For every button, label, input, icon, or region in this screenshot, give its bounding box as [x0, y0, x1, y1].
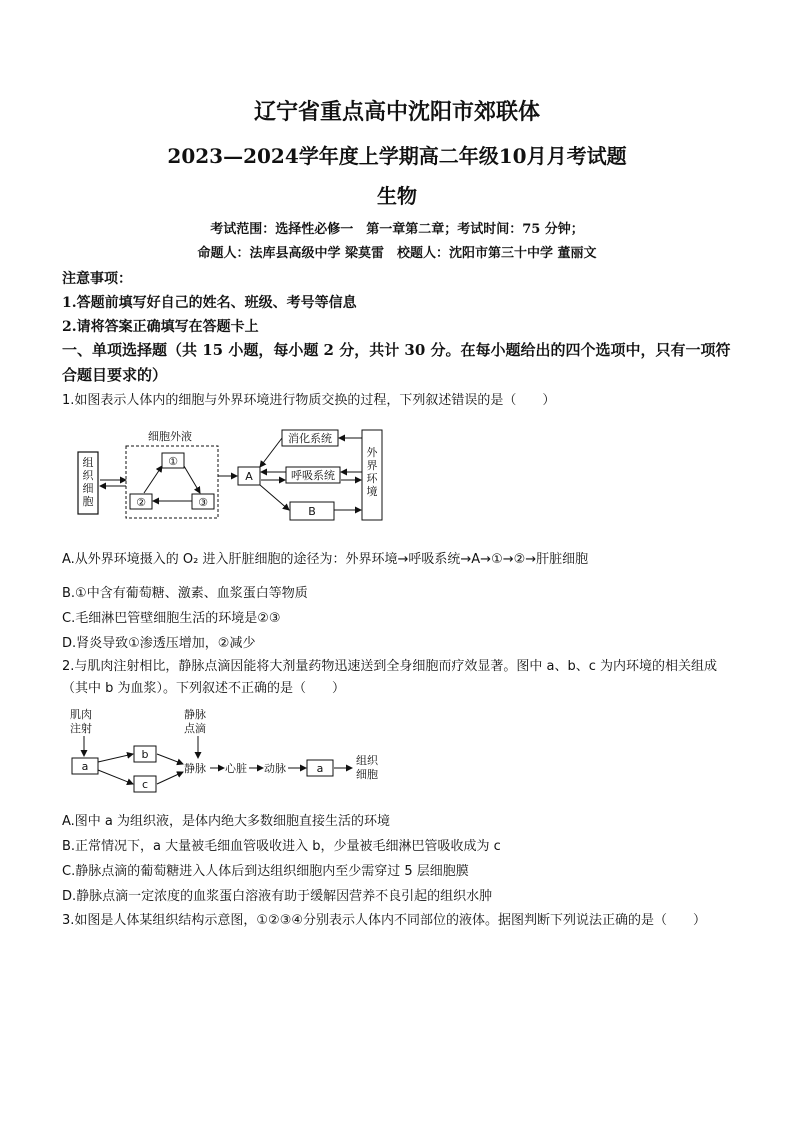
- q2-node-c-label: c: [141, 778, 149, 791]
- q2-heart-label: 心脏: [225, 762, 247, 775]
- exam-scope: 考试范围：选择性必修一 第一章第二章；考试时间：75 分钟；: [210, 222, 584, 237]
- q2-node-a-label: a: [81, 760, 89, 773]
- q2-vein-label: 静脉: [184, 762, 206, 775]
- q1-respiratory-label: 呼吸系统: [291, 469, 335, 482]
- q2-option-a: A.图中 a 为组织液，是体内绝大多数细胞直接生活的环境: [62, 814, 391, 829]
- q2-node-b-label: b: [141, 748, 149, 761]
- school-title: 辽宁省重点高中沈阳市郊联体: [253, 99, 540, 125]
- q2-option-d: D.静脉点滴一定浓度的血浆蛋白溶液有助于缓解因营养不良引起的组织水肿: [62, 889, 493, 904]
- q2-option-c: C.静脉点滴的葡萄糖进入人体后到达组织细胞内至少需穿过 5 层细胞膜: [62, 864, 469, 879]
- q2-tissue-label: 组织细胞: [356, 754, 378, 781]
- q1-node-2-label: ②: [136, 496, 146, 509]
- q1-option-d: D.肾炎导致①渗透压增加，②减少: [62, 636, 256, 651]
- q1-digestive-label: 消化系统: [288, 432, 332, 445]
- notes-item-1: 1.答题前填写好自己的姓名、班级、考号等信息: [62, 295, 357, 311]
- q1-node-1-label: ①: [168, 455, 178, 468]
- question-1-stem: 1.如图表示人体内的细胞与外界环境进行物质交换的过程，下列叙述错误的是（ ）: [62, 393, 556, 408]
- q2-option-b: B.正常情况下，a 大量被毛细血管吸收进入 b，少量被毛细淋巴管吸收成为 c: [62, 839, 501, 854]
- q1-node-a-label: A: [245, 470, 253, 483]
- q1-option-b: B.①中含有葡萄糖、激素、血浆蛋白等物质: [62, 586, 308, 601]
- q1-outside-label: 外界环境: [366, 446, 378, 498]
- q1-diagram: [60, 420, 400, 530]
- subject-title: 生物: [377, 184, 417, 208]
- exam-authors: 命题人：法库县高级中学 梁莫雷 校题人：沈阳市第三十中学 董丽文: [197, 246, 597, 261]
- q1-node-3-label: ③: [198, 496, 208, 509]
- section-heading: 一、单项选择题（共 15 小题，每小题 2 分，共计 30 分。在每小题给出的四个选项中，只有一项符合题目要求的）: [62, 341, 731, 384]
- exam-title: 2023—2024学年度上学期高二年级10月月考试题: [167, 144, 627, 168]
- q2-muscle-label: 肌肉注射: [70, 708, 92, 735]
- notes-heading: 注意事项：: [62, 271, 132, 287]
- question-2-stem: 2.与肌肉注射相比，静脉点滴因能将大剂量药物迅速送到全身细胞而疗效显著。图中 a、b、c 为内环境的相关组成（其中 b 为血浆）。下列叙述不正确的是（ ）: [62, 659, 718, 696]
- notes-item-2: 2.请将答案正确填写在答题卡上: [62, 319, 259, 335]
- q2-artery-label: 动脉: [264, 762, 286, 775]
- q1-tissue-cell-label: 组织细胞: [82, 456, 94, 508]
- question-3-stem: 3.如图是人体某组织结构示意图，①②③④分别表示人体内不同部位的液体。据图判断下列说法正确的是（ ）: [62, 913, 707, 928]
- q1-extracellular-label: 细胞外液: [148, 430, 192, 443]
- q2-iv-label: 静脉点滴: [184, 708, 206, 735]
- q2-diagram: [62, 706, 382, 802]
- q1-node-b-label: B: [308, 505, 316, 518]
- q1-option-a: A.从外界环境摄入的 O₂ 进入肝脏细胞的途径为：外界环境→呼吸系统→A→①→②→肝脏细胞: [62, 552, 589, 567]
- q1-option-c: C.毛细淋巴管壁细胞生活的环境是②③: [62, 611, 281, 626]
- q2-node-a2-label: a: [316, 762, 324, 775]
